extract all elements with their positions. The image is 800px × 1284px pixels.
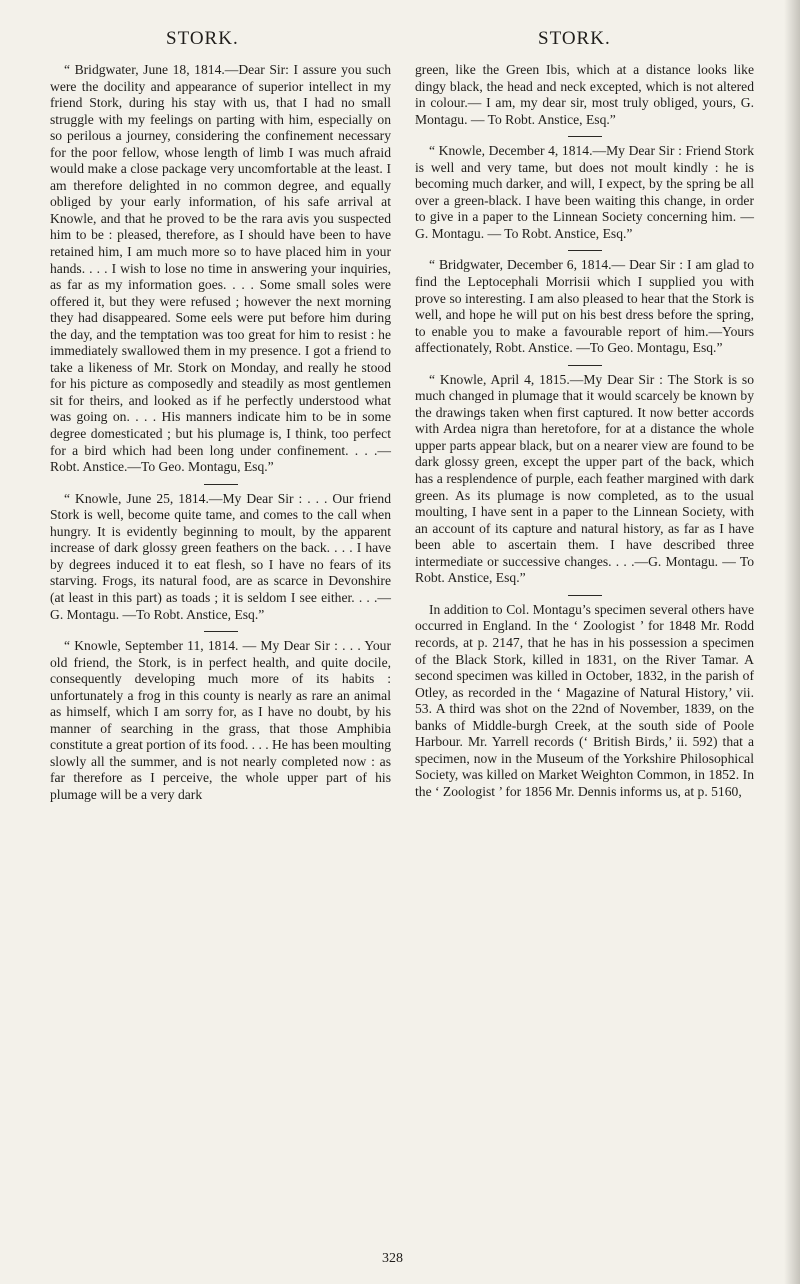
left-column — [50, 62, 391, 804]
right-column — [415, 62, 754, 800]
page-edge-shadow — [784, 0, 800, 1284]
letter-paragraph: “ Knowle, December 4, 1814.—My Dear Sir : Friend Stork is well and very tame, but does not moult kindly : he is becoming much darker, and will, I expect, by the spring be all over a green-black. I have been waiting this change, in order to give in a paper to the Linnean Society concerning him. — G. Montagu. — To Robt. Anstice, Esq.” — [415, 143, 754, 241]
section-divider — [568, 250, 602, 251]
section-divider — [568, 365, 602, 366]
letter-paragraph-continued: green, like the Green Ibis, which at a distance looks like dingy black, the head and neck excepted, which is not altered in colour.— I am, my dear sir, most truly obliged, yours, G. Montagu. — To Robt. Anstice, Esq.” — [415, 62, 754, 127]
page-number: 328 — [382, 1251, 403, 1266]
section-divider — [568, 136, 602, 137]
letter-paragraph: “ Knowle, September 11, 1814. — My Dear Sir : . . . Your old friend, the Stork, is in perfect health, and quite docile, consequently developing much more of its habits : unfortunately a frog in this county is nearly as rare an animal as himself, which I am sorry for, as I have no doubt, by his manner of searching in the grass, that those Amphibia constitute a great portion of its food. . . . He has been moulting slowly all the summer, and is not nearly completed now : as far therefore as I perceive, the whole upper part of his plumage will be a very dark — [50, 638, 391, 802]
body-paragraph: In addition to Col. Montagu’s specimen several others have occurred in England. In the ‘ Zoologist ’ for 1848 Mr. Rodd records, at p. 2147, that he has in his possession a specimen of the Black Stork, killed in 1831, on the River Tamar. A second specimen was killed in October, 1832, in the parish of Otley, as recorded in the ‘ Magazine of Natural History,’ vii. 53. A third was shot on the 22nd of November, 1839, on the banks of Middle-burgh Creek, at the south side of Poole Harbour. Mr. Yarrell records (‘ British Birds,’ ii. 592) that a specimen, now in the Museum of the Yorkshire Philosophical Society, was killed on Market Weighton Common, in 1852. In the ‘ Zoologist ’ for 1856 Mr. Dennis informs us, at p. 5160, — [415, 601, 754, 799]
running-head-left: STORK. — [166, 28, 239, 49]
letter-paragraph: “ Bridgwater, December 6, 1814.— Dear Sir : I am glad to find the Leptocephali Morrisii which I supplied you with prove so interesting. I am also pleased to hear that the Stork is well, and hope he will put on his best dress before the spring, to enable you to make a favourable report of him.—Yours affectionately, Robt. Anstice. —To Geo. Montagu, Esq.” — [415, 257, 754, 356]
section-divider — [204, 484, 238, 485]
letter-paragraph: “ Knowle, April 4, 1815.—My Dear Sir : The Stork is so much changed in plumage that it would scarcely be known by the drawings taken when first captured. It now better accords with Ardea nigra than heretofore, for at a distance the whole upper parts appear black, but on a nearer view are found to be dark glossy green, except the upper part of the back, which has a resplendence of purple, each feather margined with dark green. As its plumage is now completed, as to the usual moulting, I have sent in a paper to the Linnean Society, with an account of its capture and natural history, as far as I have been able to ascertain them. I have described three intermediate or successive changes. . . .—G. Montagu. — To Robt. Anstice, Esq.” — [415, 371, 754, 586]
section-divider — [568, 595, 602, 596]
running-head-right: STORK. — [538, 28, 611, 49]
letter-paragraph: “ Bridgwater, June 18, 1814.—Dear Sir: I assure you such were the docility and appearance of superior intellect in my friend Stork, during his stay with us, that I had no small struggle with my feelings on parting with him, especially on so perilous a journey, considering the confinement necessary for the poor fellow, whose length of limb I was much afraid would make a close package very uncomfortable at the least. I am therefore delighted in no common degree, and equally obliged by your early information, of his safe arrival at Knowle, and that he proved to be the rara avis you suspected him to be : pleased, therefore, as I should have been to have retained him, I am much more so to have placed him in your hands. . . . I wish to lose no time in answering your inquiries, as far as my information goes. . . . Some small soles were offered it, but they were refused ; however the next morning they had disappeared. Some eels were put before him during the day, and the temptation was too great for him to resist : he immediately swallowed them in my presence. I got a friend to take a likeness of Mr. Stork on Monday, and really he stood for his picture as composedly and steadily as most gentlemen sit for theirs, and looked as if he perfectly understood what was going on. . . . His manners indicate him to be in some degree domesticated ; but his plumage is, I think, too perfect for a bird which had been long under confinement. . . .— Robt. Anstice.—To Geo. Montagu, Esq.” — [50, 62, 391, 475]
letter-paragraph: “ Knowle, June 25, 1814.—My Dear Sir : . . . Our friend Stork is well, become quite tame, and comes to the call when hungry. It is evidently beginning to moult, by the apparent increase of dark glossy green feathers on the back. . . . I have by degrees induced it to eat flesh, so I have no fears of its starving. Frogs, its natural food, are as scarce in Devonshire (at least in this part) as toads ; it is seldom I see either. . . .—G. Montagu. —To Robt. Anstice, Esq.” — [50, 490, 391, 622]
section-divider — [204, 631, 238, 632]
